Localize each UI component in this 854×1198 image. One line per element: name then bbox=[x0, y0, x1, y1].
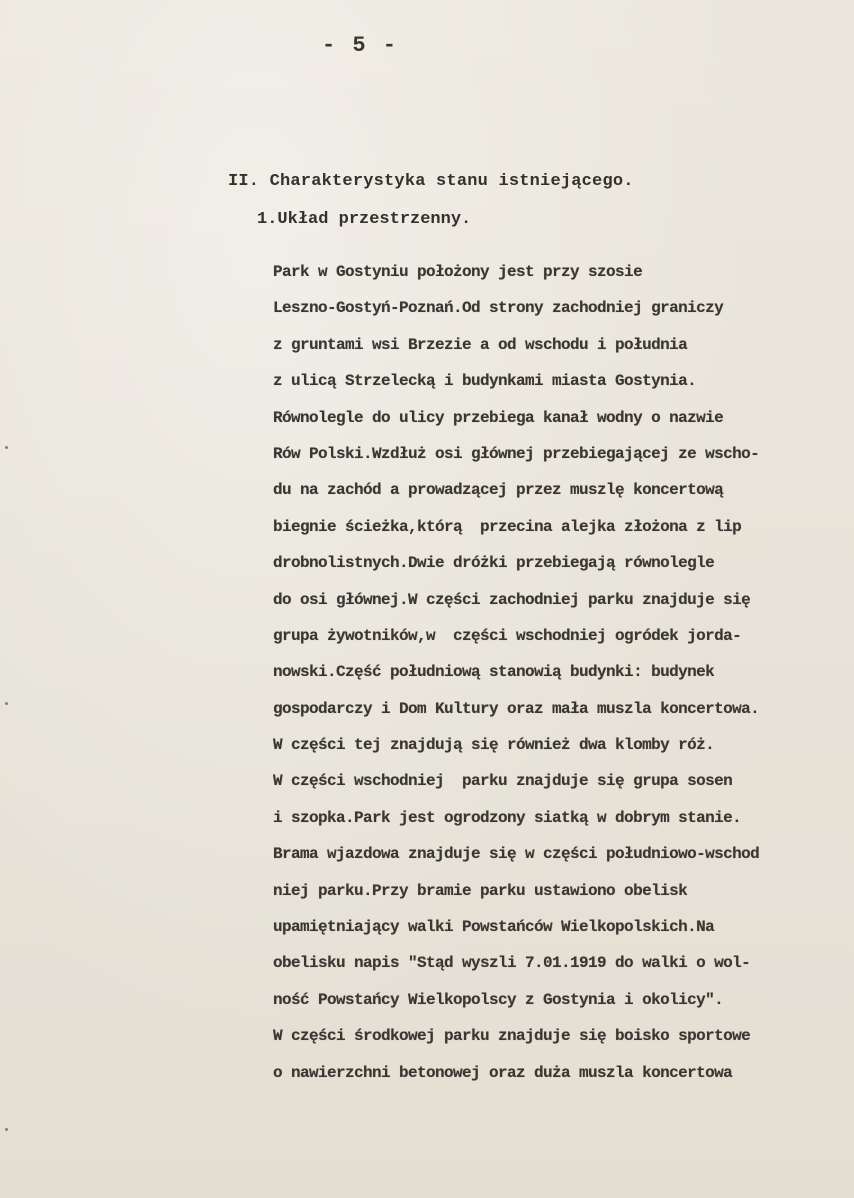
text-line: nowski.Część południową stanowią budynki: budynek bbox=[273, 663, 715, 682]
text-line: W części środkowej parku znajduje się boisko sportowe bbox=[273, 1027, 751, 1046]
text-line: niej parku.Przy bramie parku ustawiono obelisk bbox=[273, 881, 688, 900]
text-line: obelisku napis "Stąd wyszli 7.01.1919 do walki o wol- bbox=[273, 954, 751, 973]
text-line: Brama wjazdowa znajduje się w części południowo-wschod bbox=[273, 845, 760, 864]
text-line: Leszno-Gostyń-Poznań.Od strony zachodniej graniczy bbox=[273, 299, 724, 318]
text-line: z ulicą Strzelecką i budynkami miasta Gostynia. bbox=[273, 372, 697, 391]
text-line: W części tej znajdują się również dwa klomby róż. bbox=[273, 736, 715, 755]
text-line: do osi głównej.W części zachodniej parku znajduje się bbox=[273, 590, 751, 609]
margin-mark bbox=[5, 446, 8, 449]
text-line: ność Powstańcy Wielkopolscy z Gostynia i okolicy". bbox=[273, 990, 724, 1009]
margin-mark bbox=[5, 702, 8, 705]
page-number: - 5 - bbox=[321, 33, 398, 58]
section-heading: II. Charakterystyka stanu istniejącego. bbox=[228, 172, 634, 191]
margin-mark bbox=[5, 1128, 8, 1131]
text-line: Równolegle do ulicy przebiega kanał wodny o nazwie bbox=[273, 408, 724, 427]
text-line: o nawierzchni betonowej oraz duża muszla koncertowa bbox=[273, 1063, 733, 1082]
text-line: Rów Polski.Wzdłuż osi głównej przebiegającej ze wscho- bbox=[273, 444, 760, 463]
subsection-heading: 1.Układ przestrzenny. bbox=[257, 210, 472, 229]
text-line: W części wschodniej parku znajduje się grupa sosen bbox=[273, 772, 733, 791]
text-line: z gruntami wsi Brzezie a od wschodu i południa bbox=[273, 335, 688, 354]
text-line: drobnolistnych.Dwie dróżki przebiegają równolegle bbox=[273, 554, 715, 573]
text-line: gospodarczy i Dom Kultury oraz mała muszla koncertowa. bbox=[273, 699, 760, 718]
text-line: Park w Gostyniu położony jest przy szosie bbox=[273, 263, 643, 281]
body-paragraph bbox=[273, 260, 848, 1097]
text-line: i szopka.Park jest ogrodzony siatką w dobrym stanie. bbox=[273, 808, 742, 827]
text-line: du na zachód a prowadzącej przez muszlę koncertową bbox=[273, 481, 724, 500]
text-line: biegnie ścieżka,którą przecina alejka złożona z lip bbox=[273, 517, 742, 536]
text-line: upamiętniający walki Powstańców Wielkopolskich.Na bbox=[273, 918, 715, 937]
text-line: grupa żywotników,w części wschodniej ogródek jorda- bbox=[273, 626, 742, 645]
